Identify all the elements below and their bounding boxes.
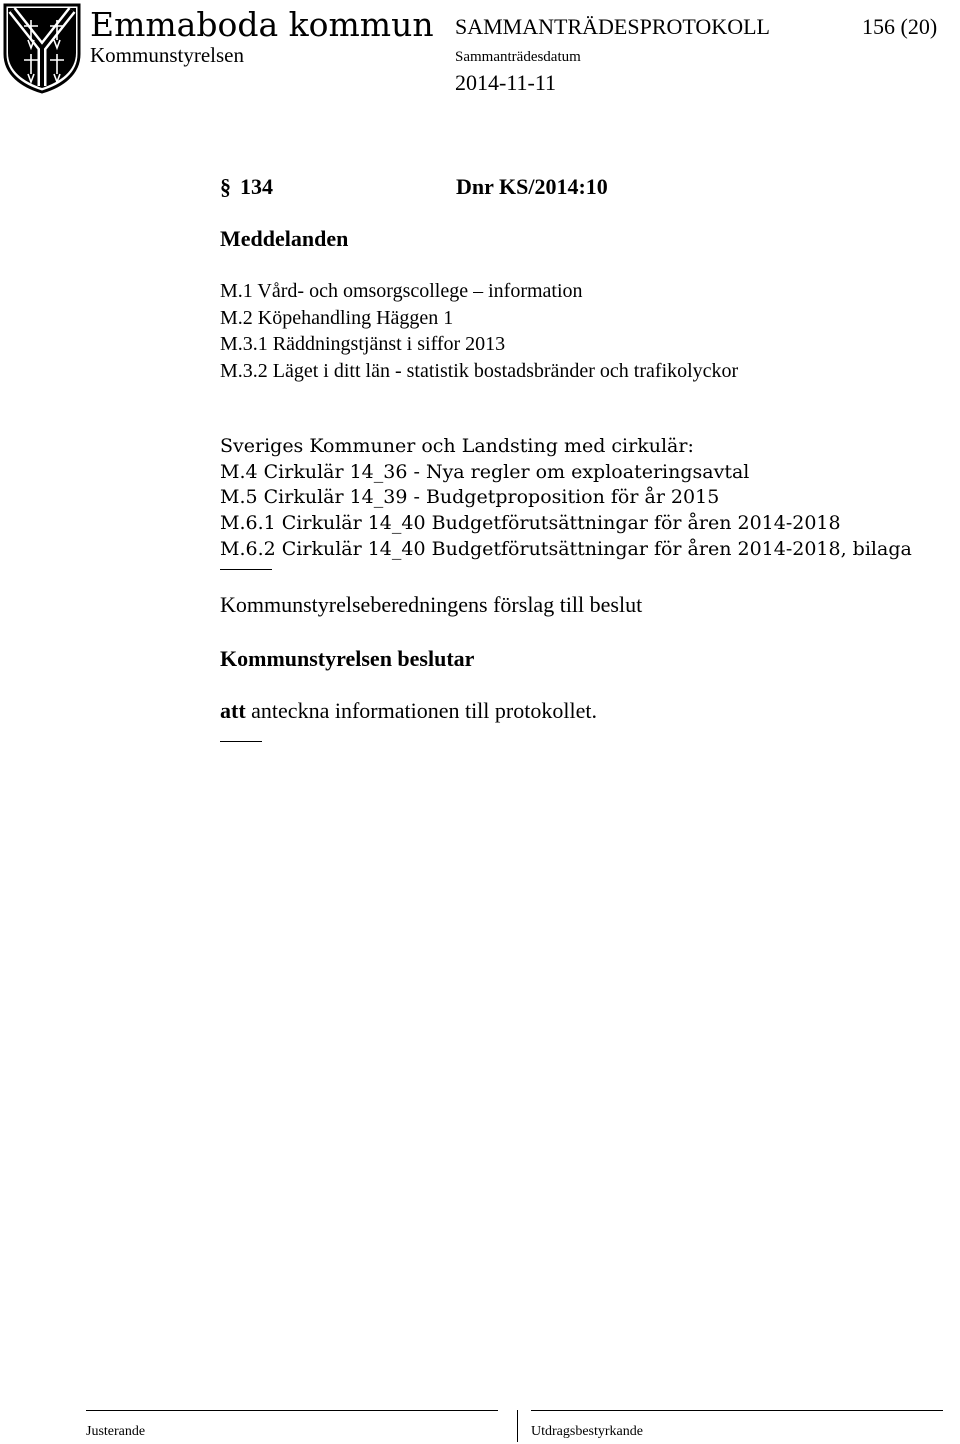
meeting-date-label: Sammanträdesdatum [455,49,581,65]
decision-keyword: att [220,698,246,723]
organization-unit: Kommunstyrelsen [90,43,244,67]
page-number: 156 (20) [862,14,938,39]
diary-number: Dnr KS/2014:10 [456,174,608,199]
list-item: M.5 Cirkulär 14_39 - Budgetproposition för år 2015 [220,486,720,509]
subject-heading: Meddelanden [220,226,349,251]
organization-name: Emmaboda kommun [90,5,434,44]
list-item: M.3.2 Läget i ditt län - statistik bostadsbränder och trafikolyckor [220,359,739,382]
list-item: M.4 Cirkulär 14_36 - Nya regler om exploateringsavtal [220,460,750,483]
signature-line-left [86,1410,498,1411]
list-item: M.6.1 Cirkulär 14_40 Budgetförutsättningar för åren 2014-2018 [220,512,841,535]
footer-divider [517,1410,518,1442]
list-item: M.2 Köpehandling Häggen 1 [220,306,454,329]
meeting-date: 2014-11-11 [455,70,557,95]
list-item: M.6.2 Cirkulär 14_40 Budgetförutsättningar för åren 2014-2018, bilaga [220,537,912,560]
list-item: M.1 Vård- och omsorgscollege – information [220,280,583,302]
footer-justerande: Justerande [86,1424,146,1439]
coat-of-arms-icon [2,2,82,94]
footer-utdragsbestyrkande: Utdragsbestyrkande [531,1424,643,1439]
separator-line [220,569,272,570]
paragraph-number: 134 [240,174,273,199]
document-type: SAMMANTRÄDESPROTOKOLL [455,14,770,39]
circular-list [220,433,912,561]
decision-text [220,698,597,724]
end-separator-line [220,741,262,742]
decision-body: anteckna informationen till protokollet. [251,698,597,723]
decision-heading: Kommunstyrelsen beslutar [220,646,475,671]
proposal-heading: Kommunstyrelseberedningens förslag till beslut [220,592,643,617]
signature-line-right [531,1410,943,1411]
list-item: M.3.1 Räddningstjänst i siffor 2013 [220,333,506,355]
message-list [220,278,738,384]
circular-intro: Sveriges Kommuner och Landsting med cirkulär: [220,435,694,457]
paragraph-symbol: § [220,174,231,199]
